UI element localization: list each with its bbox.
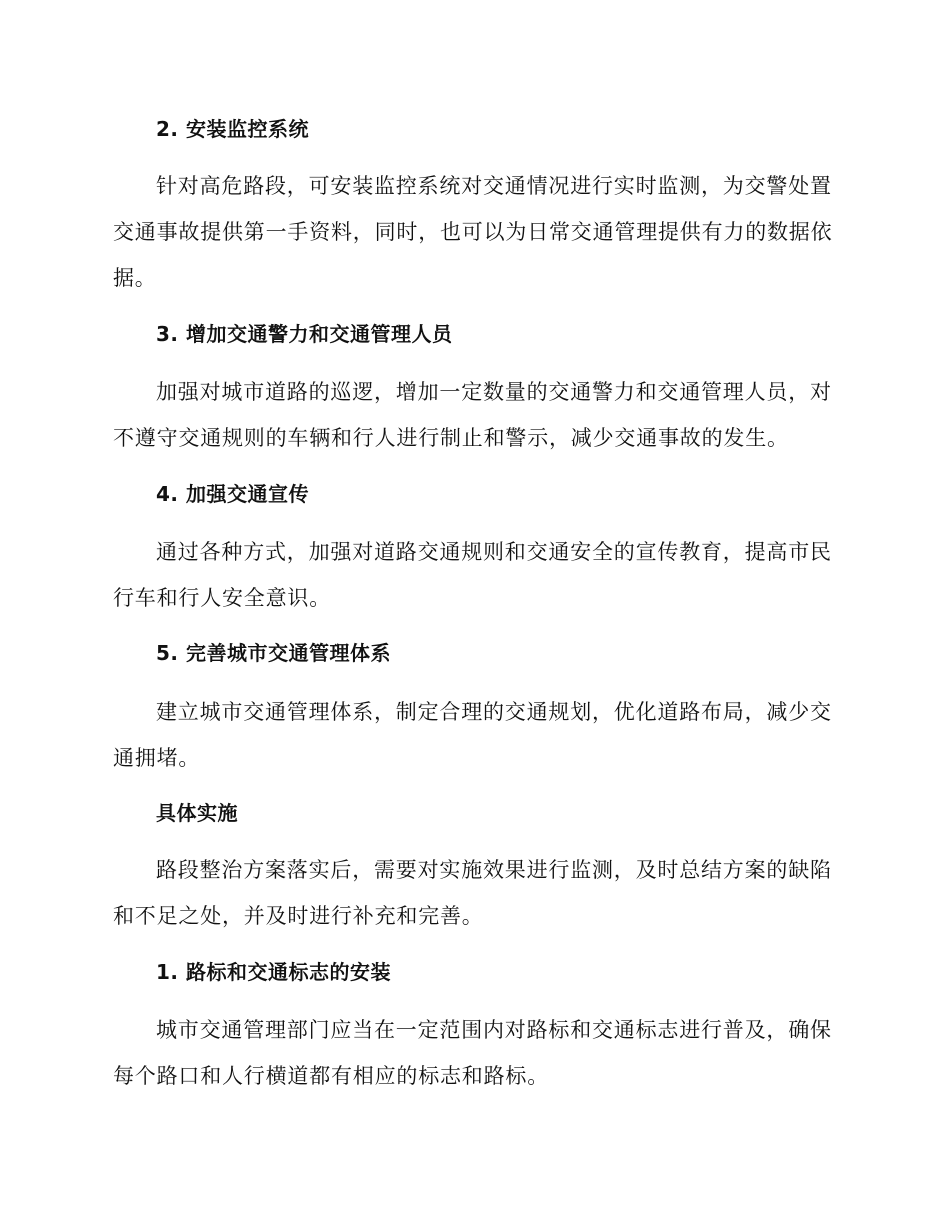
section-heading-traffic-publicity: 4. 加强交通宣传: [156, 482, 309, 506]
section-heading-road-signs: 1. 路标和交通标志的安装: [156, 960, 391, 984]
section-body-implementation: 路段整治方案落实后，需要对实施效果进行监测，及时总结方案的缺陷和不足之处，并及时进行补充和完善。: [113, 858, 832, 928]
section-body-traffic-publicity: 通过各种方式，加强对道路交通规则和交通安全的宣传教育，提高市民行车和行人安全意识。: [113, 540, 832, 610]
section-heading-implementation: 具体实施: [156, 801, 238, 825]
section-body-road-signs: 城市交通管理部门应当在一定范围内对路标和交通标志进行普及，确保每个路口和人行横道都有相应的标志和路标。: [113, 1018, 832, 1088]
section-body-management-system: 建立城市交通管理体系，制定合理的交通规划，优化道路布局，减少交通拥堵。: [113, 700, 832, 770]
section-body-install-monitoring: 针对高危路段，可安装监控系统对交通情况进行实时监测，为交警处置交通事故提供第一手资料，同时，也可以为日常交通管理提供有力的数据依据。: [113, 174, 833, 290]
section-heading-add-police: 3. 增加交通警力和交通管理人员: [156, 322, 453, 346]
section-body-add-police: 加强对城市道路的巡逻，增加一定数量的交通警力和交通管理人员，对不遵守交通规则的车辆和行人进行制止和警示，减少交通事故的发生。: [113, 380, 832, 450]
section-heading-management-system: 5. 完善城市交通管理体系: [156, 641, 391, 665]
section-heading-install-monitoring: 2. 安装监控系统: [156, 117, 309, 141]
